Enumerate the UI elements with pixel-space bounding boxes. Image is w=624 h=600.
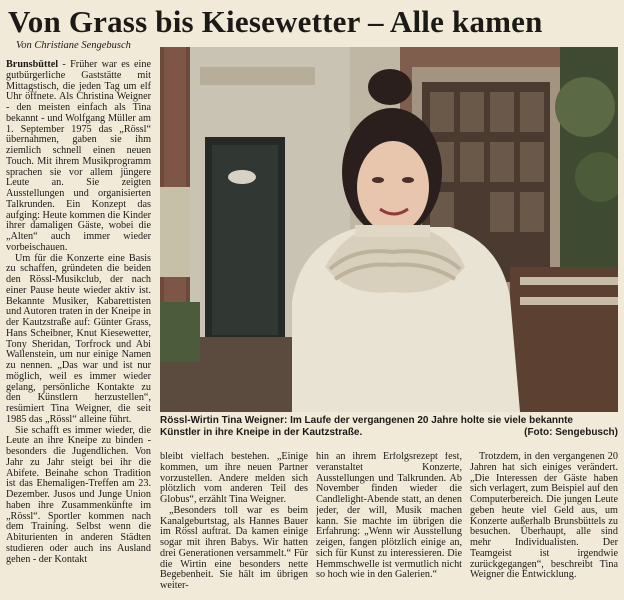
caption-line-2 (160, 427, 618, 439)
article-column-1 (6, 60, 151, 600)
article-column-2 (160, 452, 308, 600)
photo-tina-weigner (160, 47, 618, 412)
paragraph: bleibt vielfach bestehen. „Einige kommen, um ihre neuen Partner vorzustellen. Andere melden sich plötzlich vom anderen Teil des Globus“, erzählt Tina Weigner. (160, 452, 308, 505)
byline: Von Christiane Sengebusch (16, 40, 131, 51)
dateline: Brunsbüttel (6, 60, 59, 70)
paragraph-text: - Früher war es eine gutbürgerliche Gaststätte mit Mittagstisch, die jeden Tag um elf Uhr öffnete. Als Christina Weigner - den meisten einfach als Tina bekannt - und Wolfgang Müller am 1. September 1975 das „Rössl“ übernahmen, gaben sie ihm ziemlich schnell einen neuen Touch. Mit ihrem Musikprogramm sprachen sie vor allem jüngere Leute an. Sie zeigten Ausstellungen und organisierten Talkrunden. Ein Konzept das aufging: Heute kommen die Kinder ihrer damaligen Gäste, wobei die „Alten“ auch immer wieder vorbeischauen. (6, 60, 151, 253)
paragraph: „Besonders toll war es beim Kanalgeburtstag, als Hannes Bauer im Rössl auftrat. Da kamen einige sogar mit ihren Babys. Wir hatten drei Generationen versammelt.“ Für die Wirtin eine besonders nette Begebenheit. Sie hält im übrigen weiter- (160, 504, 308, 591)
photo-caption (160, 415, 618, 439)
caption-line-2-text: Künstler in ihre Kneipe in der Kautzstraße. (160, 427, 363, 438)
paragraph: Trotzdem, in den vergangenen 20 Jahren hat sich einiges verändert. „Die Interessen der Gäste haben sich verlagert, zum Beispiel auf den Computerbereich. Die jungen Leute geben heute viel Geld aus, um Konzerte außerhalb Brunsbüttels zu besuchen. Überhaupt, alle sind mehr Individualisten. Der Teamgeist ist irgendwie zurückgegangen“, beschreibt Tina Weigner die Entwicklung. (470, 452, 618, 581)
caption-line-1: Rössl-Wirtin Tina Weigner: Im Laufe der vergangenen 20 Jahre holte sie viele bekannte (160, 415, 573, 426)
paragraph: Sie schafft es immer wieder, die Leute an ihre Kneipe zu binden - besonders die Jugendlichen. Von Jahr zu Jahr steigt bei ihr die Abifete. Beinahe schon Tradition ist das Ehemaligen-Treffen am 23. Dezember. Jusos und Junge Union haben ihre Zusammenkünfte im „Rössl“. Sportler kommen nach dem Training. Selbst wenn die Abiturienten in anderen Städten studieren oder auch ins Ausland gehen - der Kontakt (6, 424, 151, 565)
paragraph: hin an ihrem Erfolgsrezept fest, veranstaltet Konzerte, Ausstellungen und Talkrunden. Ab November finden wieder die Candlelight-Abende statt, an denen jeder, der will, Musik machen kann. Sie machte im übrigen die Erfahrung: „Wenn wir Ausstellung zeigen, fangen plötzlich einige an, sich für Kunst zu interessieren. Die Hemmschwelle ist vermutlich nicht so hoch wie in den Galerien.“ (316, 452, 462, 581)
portrait-photo-image (160, 47, 618, 412)
paragraph (6, 60, 151, 254)
headline: Von Grass bis Kiesewetter – Alle kamen (8, 4, 543, 39)
photo-credit: (Foto: Sengebusch) (524, 427, 618, 438)
article-column-3 (316, 452, 462, 600)
article-column-4 (470, 452, 618, 600)
paragraph: Um für die Konzerte eine Basis zu schaffen, gründeten die beiden den Rössl-Musikclub, der nach einer Pause heute wieder aktiv ist. Bekannte Musiker, Kabarettisten und Autoren traten in der Kneipe in der Kautzstraße auf: Günter Grass, Hans Scheibner, Knut Kiesewetter, Tony Sheridan, Torfrock und Abi Wallenstein, um nur einige Namen zu nennen. „Das war und ist nur möglich, weil es immer wieder gelang, persönliche Kontakte zu den Künstlern herzustellen“, resümiert Tina Weigner, die seit 1985 das „Rössl“ alleine führt. (6, 252, 151, 425)
